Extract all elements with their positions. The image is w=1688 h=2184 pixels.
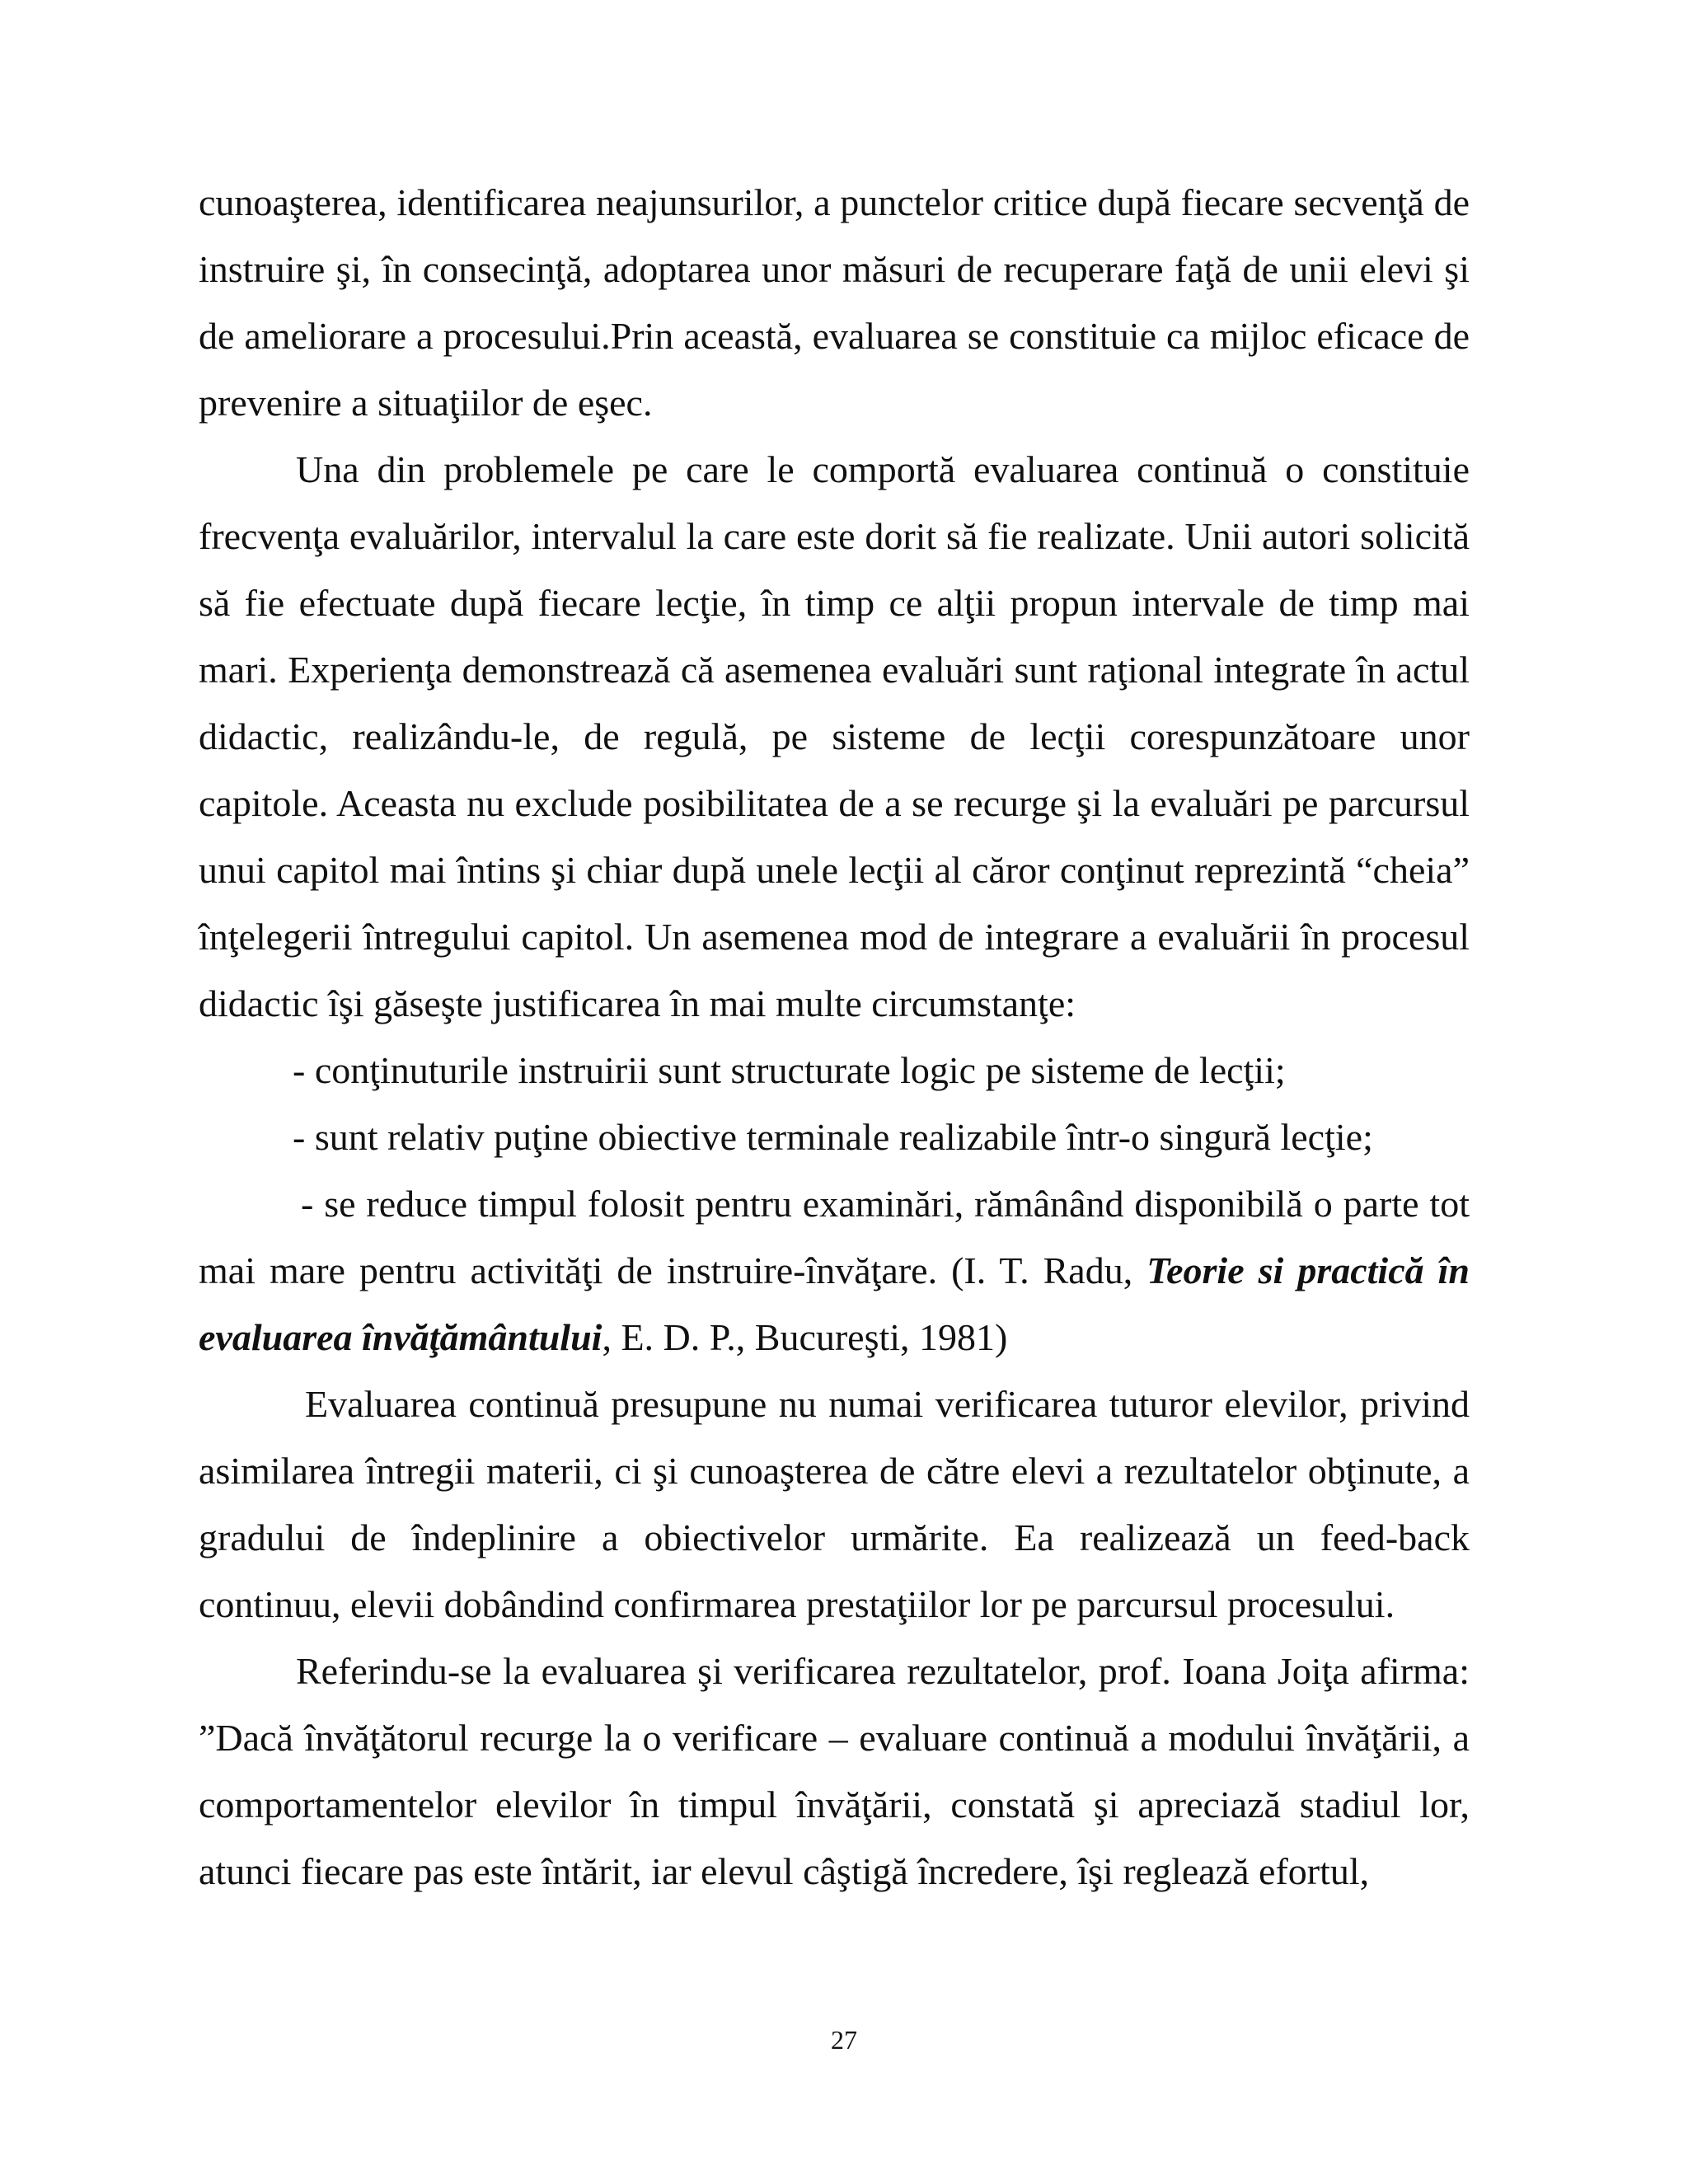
page-body — [199, 169, 1470, 1905]
list-item: - sunt relativ puţine obiective terminale realizabile într-o singură lecţie; — [293, 1116, 1373, 1158]
paragraph: Evaluarea continuă presupune nu numai verificarea tuturor elevilor, privind asimilarea întregii materii, ci şi cunoaşterea de către elevi a rezultatelor obţinute, a gradului de îndeplinire a obiectivelor urmărite. Ea realizează un feed-back continuu, elevii dobândind confirmarea prestaţiilor lor pe parcursul procesului. — [199, 1383, 1470, 1625]
citation-title: Teorie si practică în evaluarea învăţământului — [199, 1249, 1470, 1358]
page-number: 27 — [831, 2025, 857, 2055]
list-item — [199, 1170, 1470, 1371]
paragraph: Referindu-se la evaluarea şi verificarea rezultatelor, prof. Ioana Joiţa afirma: ”Dacă învăţătorul recurge la o verificare – evaluare continuă a modului învăţării, a comportamentelor elevilor în timpul învăţării, constată şi apreciază stadiul lor, atunci fiecare pas este întărit, iar elevul câştigă încredere, îşi reglează efortul, — [199, 1650, 1470, 1892]
list-item: - conţinuturile instruirii sunt structurate logic pe sisteme de lecţii; — [293, 1049, 1286, 1091]
citation-details: , E. D. P., Bucureşti, 1981) — [602, 1316, 1008, 1358]
paragraph: Una din problemele pe care le comportă evaluarea continuă o constituie frecvenţa evaluărilor, intervalul la care este dorit să fie realizate. Unii autori solicită să fie efectuate după fiecare lecţie, în timp ce alţii propun intervale de timp mai mari. Experienţa demonstrează că asemenea evaluări sunt raţional integrate în actul didactic, realizându-le, de regulă, pe sisteme de lecţii corespunzătoare unor capitole. Aceasta nu exclude posibilitatea de a se recurge şi la evaluări pe parcursul unui capitol mai întins şi chiar după unele lecţii al căror conţinut reprezintă “cheia” înţelegerii întregului capitol. Un asemenea mod de integrare a evaluării în procesul didactic îşi găseşte justificarea în mai multe circumstanţe: — [199, 448, 1470, 1024]
paragraph: cunoaşterea, identificarea neajunsurilor, a punctelor critice după fiecare secvenţă de instruire şi, în consecinţă, adoptarea unor măsuri de recuperare faţă de unii elevi şi de ameliorare a procesului.Prin această, evaluarea se constituie ca mijloc eficace de prevenire a situaţiilor de eşec. — [199, 181, 1470, 424]
list-item-text: - se reduce timpul folosit pentru examinări, rămânând disponibilă o parte tot mai mare pentru activităţi de instruire-învăţare. (I. T. Radu, — [199, 1183, 1470, 1291]
